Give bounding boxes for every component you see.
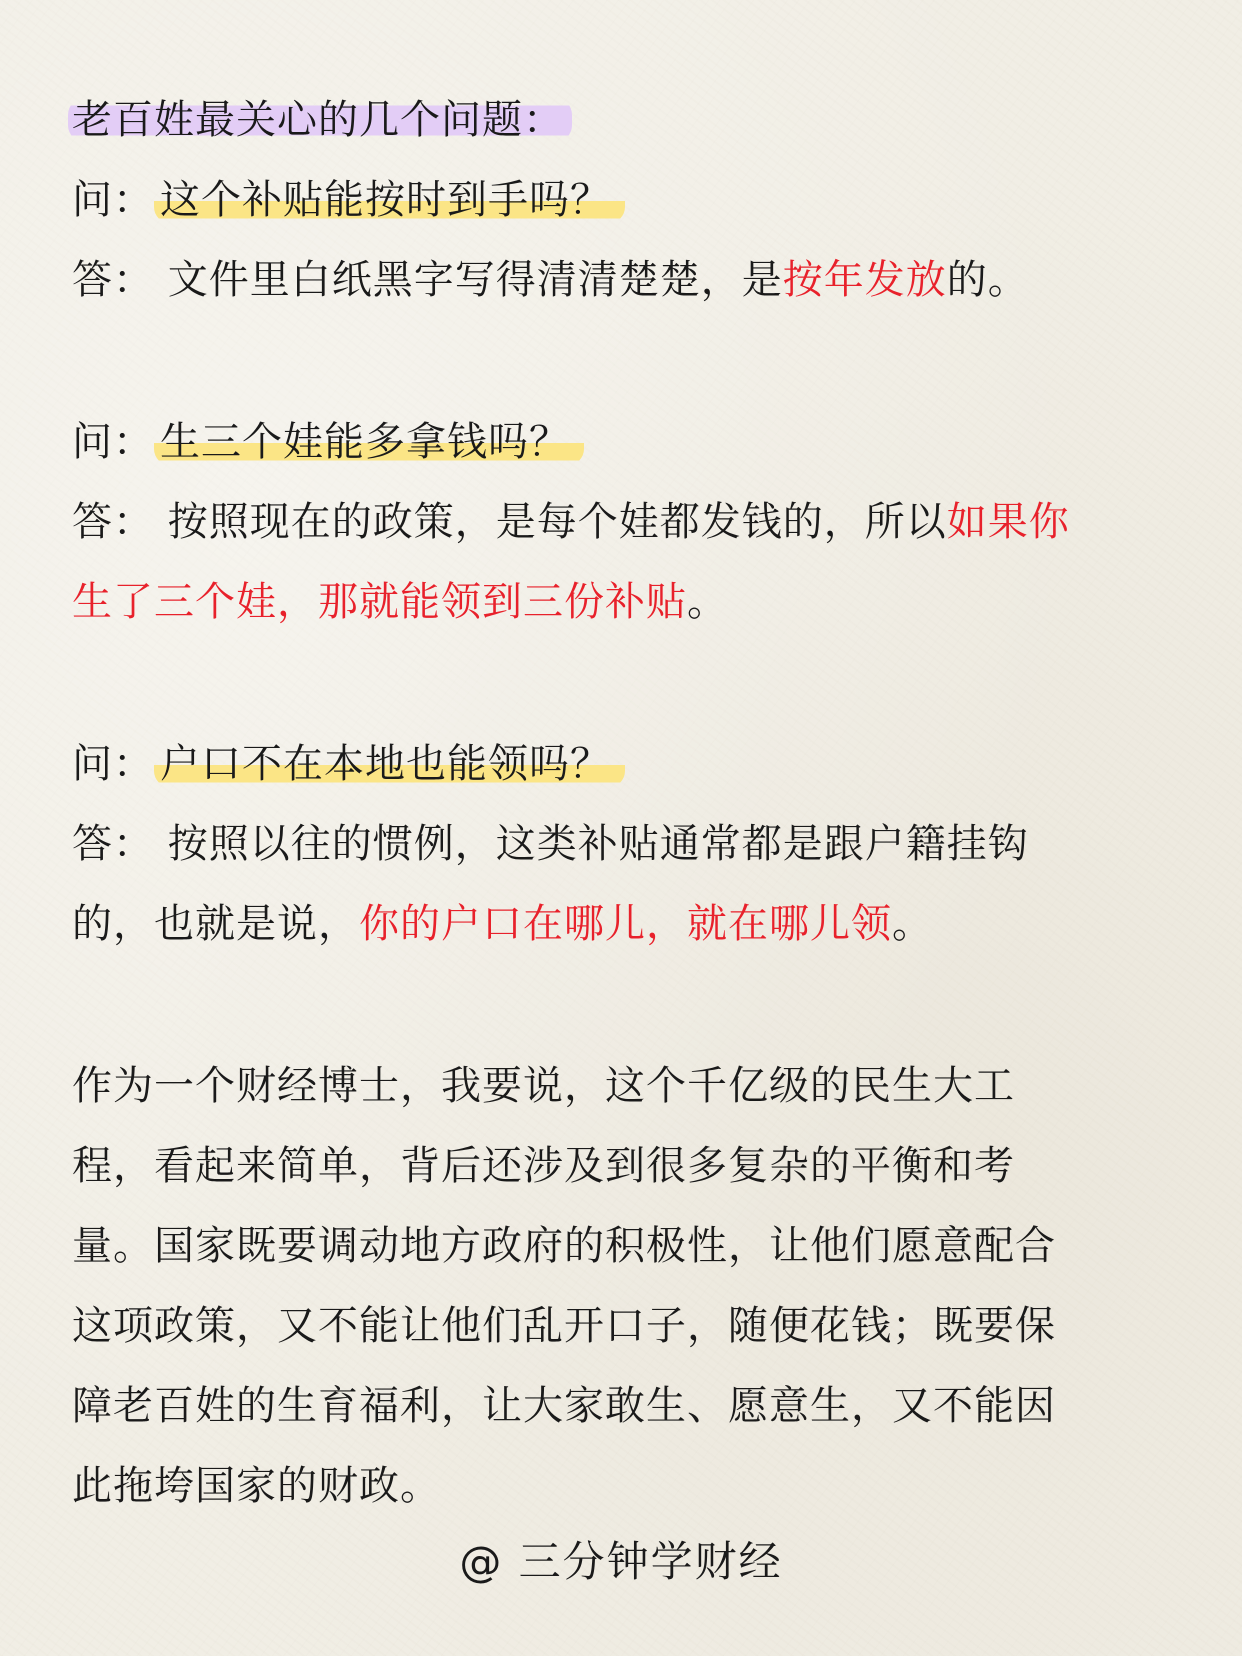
paragraph-line: 此拖垮国家的财政。 (72, 1463, 441, 1509)
spacer (72, 320, 1172, 402)
question-prefix: 问： (72, 741, 154, 787)
question-line-3 (72, 724, 1172, 804)
spacer (72, 642, 1172, 724)
question-text-2: 生三个娃能多拿钱吗？ (154, 419, 584, 465)
question-line-2 (72, 402, 1172, 482)
answer-line-3b (72, 884, 1172, 964)
question-prefix: 问： (72, 177, 154, 223)
answer-line-3a (72, 804, 1172, 884)
closing-paragraph (72, 1046, 1172, 1526)
answer-prefix: 答： (72, 499, 154, 545)
answer-text: 。 (892, 901, 933, 947)
answer-line-2a (72, 482, 1172, 562)
answer-emphasis: 生了三个娃，那就能领到三份补贴 (72, 579, 687, 625)
question-text-3: 户口不在本地也能领吗？ (154, 741, 625, 787)
answer-line-2b (72, 562, 1172, 642)
answer-text: 按照以往的惯例，这类补贴通常都是跟户籍挂钩 (167, 821, 1029, 867)
question-prefix: 问： (72, 419, 154, 465)
paragraph-line: 障老百姓的生育福利，让大家敢生、愿意生，又不能因 (72, 1383, 1056, 1429)
answer-text: 按照现在的政策，是每个娃都发钱的，所以 (167, 499, 947, 545)
article-body (72, 80, 1172, 1526)
paragraph-line: 程，看起来简单，背后还涉及到很多复杂的平衡和考 (72, 1143, 1015, 1189)
answer-emphasis: 按年发放 (782, 257, 947, 303)
author-handle: @ 三分钟学财经 (459, 1537, 783, 1586)
answer-emphasis: 如果你 (946, 499, 1070, 545)
paragraph-line: 这项政策，又不能让他们乱开口子，随便花钱；既要保 (72, 1303, 1056, 1349)
answer-prefix: 答： (72, 257, 154, 303)
intro-line (72, 80, 1172, 160)
spacer (72, 964, 1172, 1046)
paragraph-line: 作为一个财经博士，我要说，这个千亿级的民生大工 (72, 1063, 1015, 1109)
answer-text: 的，也就是说， (72, 901, 359, 947)
question-line-1 (72, 160, 1172, 240)
paragraph-line: 量。国家既要调动地方政府的积极性，让他们愿意配合 (72, 1223, 1056, 1269)
answer-line-1 (72, 240, 1172, 320)
answer-emphasis: 你的户口在哪儿，就在哪儿领 (359, 901, 892, 947)
question-text-1: 这个补贴能按时到手吗？ (154, 177, 625, 223)
answer-text: 文件里白纸黑字写得清清楚楚，是 (167, 257, 783, 303)
intro-heading: 老百姓最关心的几个问题： (68, 97, 572, 143)
answer-text: 的。 (946, 257, 1029, 303)
answer-prefix: 答： (72, 821, 154, 867)
answer-text: 。 (687, 579, 728, 625)
